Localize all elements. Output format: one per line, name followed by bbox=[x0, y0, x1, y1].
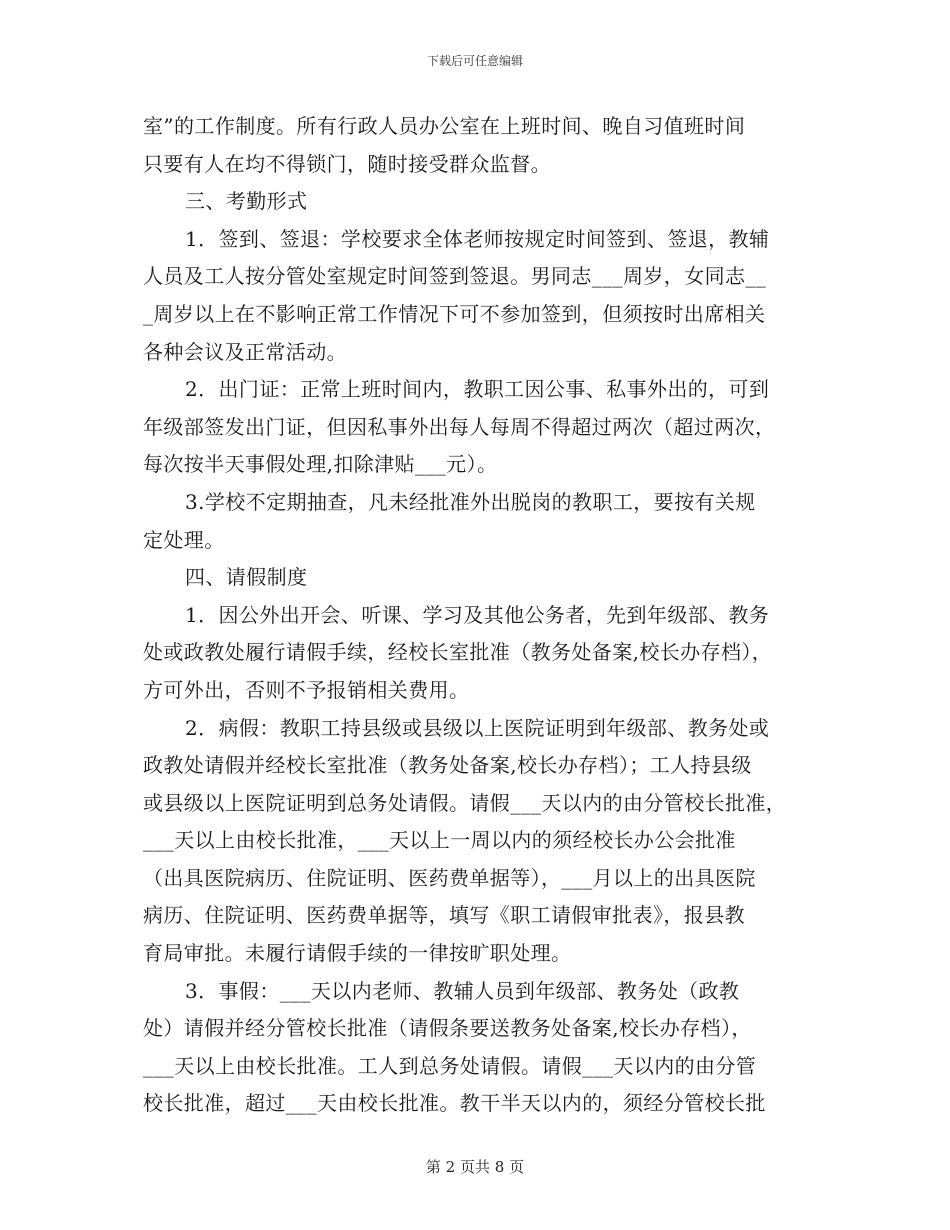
text-line: 育局审批。未履行请假手续的一律按旷职处理。 bbox=[143, 941, 572, 966]
text-line: ___天以上由校长批准。工人到总务处请假。请假___天以内的由分管 bbox=[143, 1053, 757, 1078]
text-line: 只要有人在均不得锁门，随时接受群众监督。 bbox=[143, 151, 551, 176]
text-line: 或县级以上医院证明到总务处请假。请假___天以内的由分管校长批准， bbox=[143, 790, 787, 815]
section-heading: 四、请假制度 bbox=[185, 565, 308, 590]
text-line: 年级部签发出门证，但因私事外出每人每周不得超过两次（超过两次， bbox=[143, 414, 776, 439]
document-body bbox=[143, 108, 813, 1123]
text-line: 方可外出，否则不予报销相关费用。 bbox=[143, 677, 470, 702]
section-heading: 三、考勤形式 bbox=[185, 189, 308, 214]
text-line: 2．出门证：正常上班时间内，教职工因公事、私事外出的，可到 bbox=[185, 377, 770, 402]
text-line: 每次按半天事假处理,扣除津贴___元）。 bbox=[143, 452, 498, 477]
page-number: 第 2 页共 8 页 bbox=[425, 1158, 525, 1176]
text-line: 1．签到、签退：学校要求全体老师按规定时间签到、签退，教辅 bbox=[185, 226, 770, 251]
text-line: 定处理。 bbox=[143, 527, 225, 552]
text-line: （出具医院病历、住院证明、医药费单据等），___月以上的出具医院 bbox=[143, 865, 756, 890]
text-line: _周岁以上在不影响正常工作情况下可不参加签到，但须按时出席相关 bbox=[143, 301, 766, 326]
text-line: 3.学校不定期抽查，凡未经批准外出脱岗的教职工，要按有关规 bbox=[185, 489, 756, 514]
text-line: 室”的工作制度。所有行政人员办公室在上班时间、晚自习值班时间 bbox=[143, 114, 746, 138]
text-line: 1．因公外出开会、听课、学习及其他公务者，先到年级部、教务 bbox=[185, 602, 770, 627]
page-header: 下载后可任意编辑 bbox=[426, 54, 523, 68]
text-line: 政教处请假并经校长室批准（教务处备案,校长办存档）；工人持县级 bbox=[143, 753, 752, 778]
text-line: 处）请假并经分管校长批准（请假条要送教务处备案,校长办存档）， bbox=[143, 1016, 752, 1041]
text-line: 病历、住院证明、医药费单据等，填写《职工请假审批表》，报县教 bbox=[143, 903, 745, 928]
text-line: ___天以上由校长批准，___天以上一周以内的须经校长办公会批准 bbox=[143, 828, 736, 853]
text-line: 校长批准，超过___天由校长批准。教干半天以内的，须经分管校长批 bbox=[143, 1091, 766, 1116]
text-line: 人员及工人按分管处室规定时间签到签退。男同志___周岁，女同志__ bbox=[143, 264, 767, 289]
text-line: 3．事假：___天以内老师、教辅人员到年级部、教务处（政教 bbox=[185, 978, 740, 1003]
text-line: 各种会议及正常活动。 bbox=[143, 339, 347, 364]
text-line: 处或政教处履行请假手续，经校长室批准（教务处备案,校长办存档）， bbox=[143, 640, 773, 665]
text-line: 2．病假：教职工持县级或县级以上医院证明到年级部、教务处或 bbox=[185, 715, 770, 740]
